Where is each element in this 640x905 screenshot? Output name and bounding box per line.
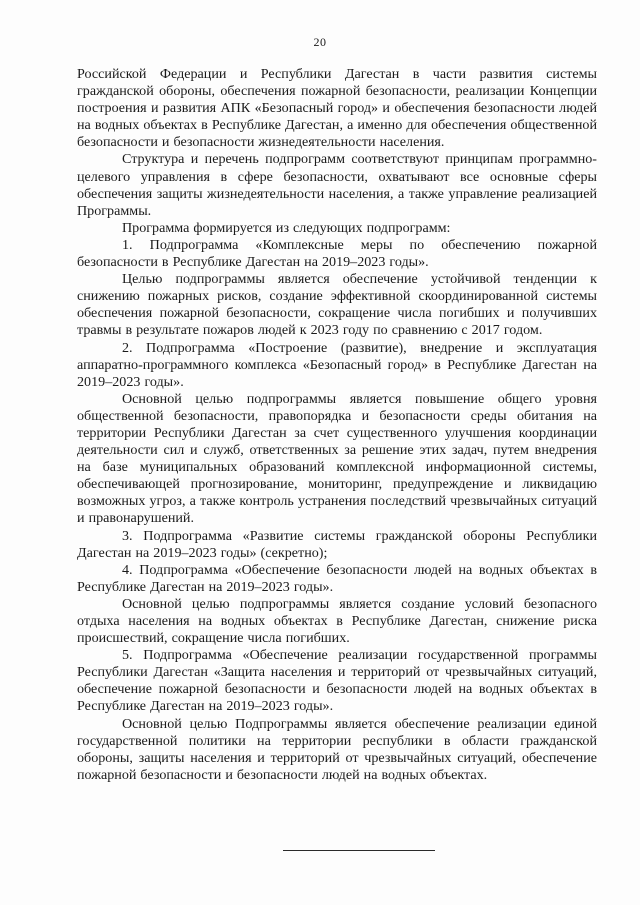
page-number: 20 — [313, 35, 327, 49]
subprogram-2-title: 2. Подпрограмма «Построение (развитие), внедрение и эксплуатация аппаратно-программного комплекса «Безопасный город» в Республике Дагестан на 2019–2023 годы». — [77, 339, 597, 390]
body-text — [77, 66, 597, 784]
subprogram-2-goal: Основной целью подпрограммы является повышение общего уровня общественной безопасности, правопорядка и безопасности среды обитания на территории Республики Дагестан за счет существенного улучшения координации деятельности сил и служб, ответственных за решение этих задач, путем внедрения на базе муниципальных образований комплексной информационной системы, обеспечивающей прогнозирование, мониторинг, предупреждение и ликвидацию возможных угроз, а также контроль устранения последствий чрезвычайных ситуаций и правонарушений. — [77, 390, 597, 527]
subprogram-1-title: 1. Подпрограмма «Комплексные меры по обеспечению пожарной безопасности в Республике Дагестан на 2019–2023 годы». — [77, 236, 597, 271]
subprogram-4-title: 4. Подпрограмма «Обеспечение безопасности людей на водных объектах в Республике Дагестан на 2019–2023 годы». — [77, 561, 597, 595]
subprogram-4-goal: Основной целью подпрограммы является создание условий безопасного отдыха населения на водных объектах в Республике Дагестан, снижение риска происшествий, сокращение числа погибших. — [77, 595, 597, 647]
subprogram-5-goal: Основной целью Подпрограммы является обеспечение реализации единой государственной политики на территории республики в области гражданской обороны, защиты населения и территорий от чрезвычайных ситуаций, обеспечение пожарной безопасности и безопасности людей на водных объектах. — [77, 715, 597, 783]
paragraph-structure: Структура и перечень подпрограмм соответствуют принципам программно-целевого управления в сфере безопасности, охватывают все основные сферы обеспечения защиты жизнедеятельности населения, а также управление реализацией Программы. — [77, 151, 597, 219]
subprogram-3-title: 3. Подпрограмма «Развитие системы гражданской обороны Республики Дагестан на 2019–2023 годы» (секретно); — [77, 527, 597, 561]
subprogram-1-goal: Целью подпрограммы является обеспечение устойчивой тенденции к снижению пожарных рисков, создание эффективной скоординированной системы обеспечения пожарной безопасности, сокращение числа погибших и получивших травмы в результате пожаров людей к 2023 году по сравнению с 2017 годом. — [77, 271, 597, 339]
paragraph-continuation: Российской Федерации и Республики Дагестан в части развития системы гражданской обороны, обеспечения пожарной безопасности, реализации Концепции построения и развития АПК «Безопасный город» и обеспечения безопасности людей на водных объектах в Республике Дагестан, а именно для обеспечения общественной безопасности и безопасности жизнедеятельности населения. — [77, 66, 597, 151]
paragraph-program-intro: Программа формируется из следующих подпрограмм: — [122, 219, 451, 236]
end-divider-line — [283, 850, 435, 851]
subprogram-5-title: 5. Подпрограмма «Обеспечение реализации государственной программы Республики Дагестан «Защита населения и территорий от чрезвычайных ситуаций, обеспечение пожарной безопасности и безопасности людей на водных объектах в Республике Дагестан на 2019–2023 годы». — [77, 647, 597, 715]
